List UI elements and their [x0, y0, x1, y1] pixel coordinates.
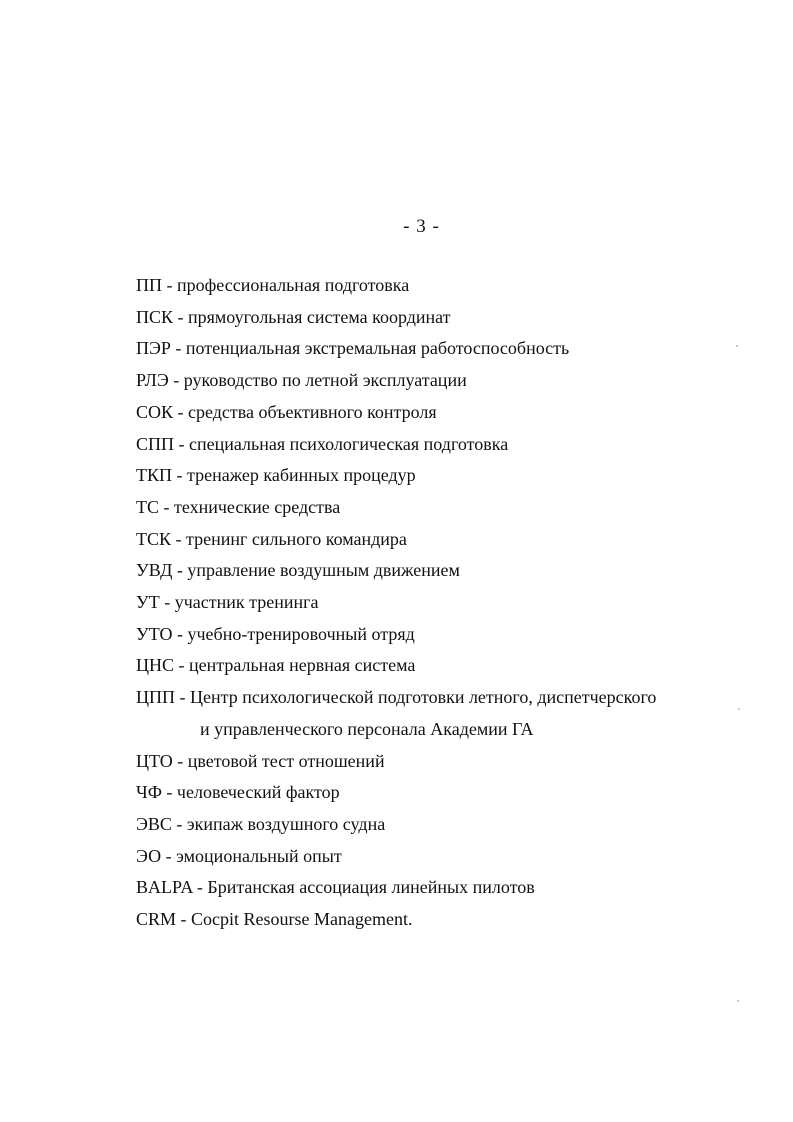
abbreviation-text: ТКП - тренажер кабинных процедур: [136, 465, 416, 486]
abbreviation-item: [136, 650, 756, 682]
abbreviation-item: [136, 365, 756, 397]
scan-speck: [738, 708, 740, 710]
abbreviation-item: [136, 333, 756, 365]
abbreviation-item: [136, 492, 756, 524]
abbreviation-item: [136, 429, 756, 461]
abbreviation-text: ЭВС - экипаж воздушного судна: [136, 813, 386, 834]
abbreviation-item: [136, 682, 756, 745]
abbreviation-text: УТО - учебно-тренировочный отряд: [136, 623, 415, 644]
abbreviation-text: BALPA - Британская ассоциация линейных пилотов: [136, 877, 535, 898]
page-number: - 3 -: [403, 216, 440, 237]
abbreviation-text: СОК - средства объективного контроля: [136, 401, 437, 422]
scan-speck: [736, 345, 738, 347]
abbreviation-item: [136, 619, 756, 651]
abbreviation-text: РЛЭ - руководство по летной эксплуатации: [136, 370, 467, 391]
scan-speck: [737, 1000, 739, 1002]
abbreviation-text: УВД - управление воздушным движением: [136, 560, 460, 581]
abbreviation-text: ЦТО - цветовой тест отношений: [136, 750, 385, 771]
abbreviation-text: СПП - специальная психологическая подготовка: [136, 433, 509, 454]
abbreviation-item: [136, 524, 756, 556]
abbreviation-item: [136, 270, 756, 302]
abbreviation-text: CRM - Cocpit Resourse Management.: [136, 909, 413, 930]
abbreviation-list: [136, 270, 756, 936]
abbreviation-item: [136, 587, 756, 619]
abbreviation-text: ТС - технические средства: [136, 496, 341, 517]
abbreviation-text: УТ - участник тренинга: [136, 592, 319, 613]
abbreviation-item: [136, 746, 756, 778]
abbreviation-text: ТСК - тренинг сильного командира: [136, 528, 407, 549]
abbreviation-item: [136, 809, 756, 841]
abbreviation-item: [136, 904, 756, 936]
abbreviation-text: ЧФ - человеческий фактор: [136, 782, 340, 803]
abbreviation-item: [136, 841, 756, 873]
abbreviation-text: ПЭР - потенциальная экстремальная работоспособность: [136, 338, 570, 359]
abbreviation-item: [136, 872, 756, 904]
abbreviation-text: ЦПП - Центр психологической подготовки летного, диспетчерского: [136, 687, 657, 708]
abbreviation-item: [136, 777, 756, 809]
abbreviation-item: [136, 397, 756, 429]
abbreviation-item: [136, 555, 756, 587]
abbreviation-text: ЦНС - центральная нервная система: [136, 655, 416, 676]
abbreviation-item: [136, 460, 756, 492]
abbreviation-continuation: и управленческого персонала Академии ГА: [200, 718, 534, 739]
abbreviation-text: ПП - профессиональная подготовка: [136, 275, 410, 295]
abbreviation-item: [136, 302, 756, 334]
abbreviation-text: ПСК - прямоугольная система координат: [136, 306, 451, 327]
abbreviation-text: ЭО - эмоциональный опыт: [136, 845, 342, 866]
